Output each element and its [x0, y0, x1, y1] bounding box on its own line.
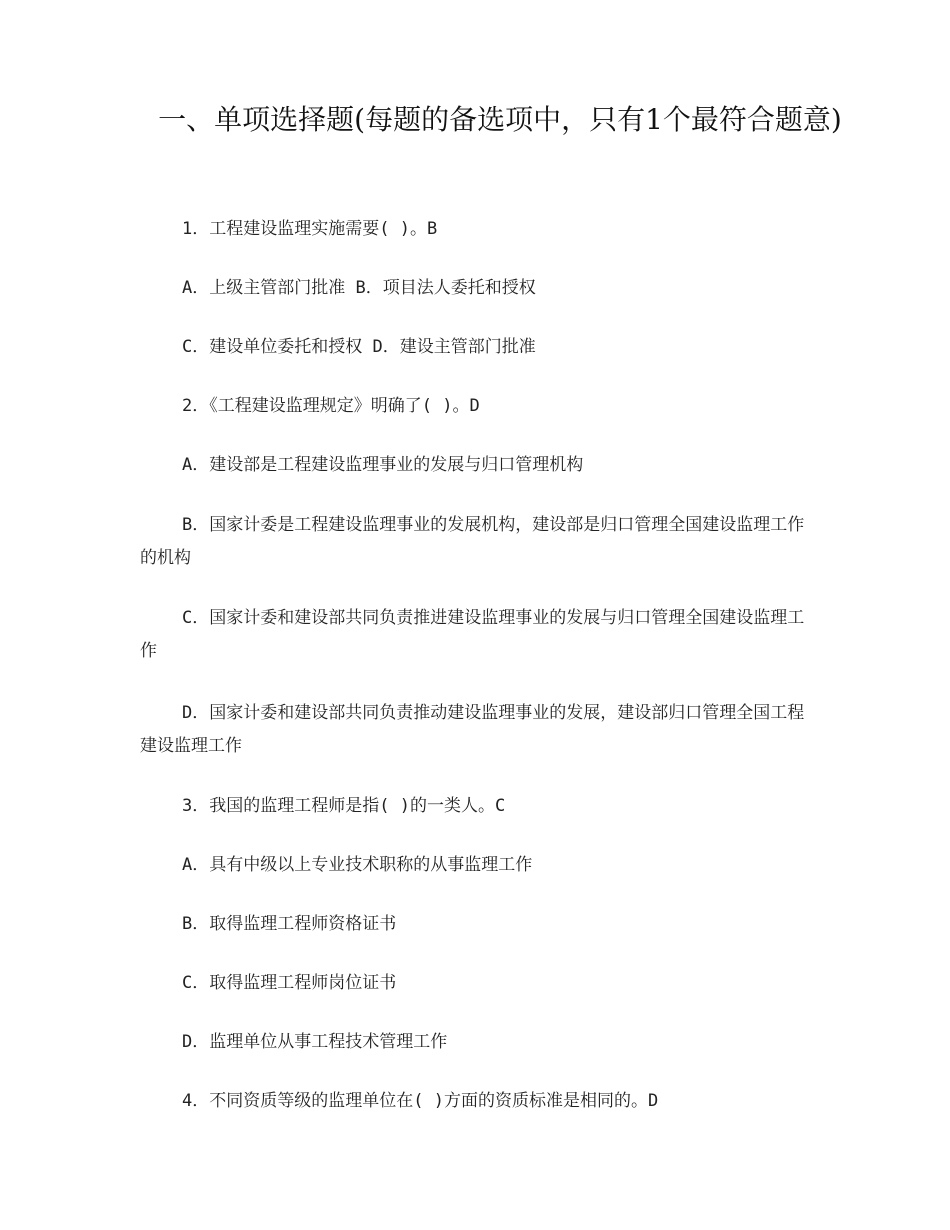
question-1-stem: 1．工程建设监理实施需要( )。B [182, 219, 438, 239]
section-heading: 一、单项选择题(每题的备选项中，只有1个最符合题意) [158, 103, 842, 136]
question-1-options-ab: A．上级主管部门批准 B．项目法人委托和授权 [182, 278, 536, 298]
question-3-option-d: D．监理单位从事工程技术管理工作 [182, 1032, 448, 1052]
question-3-option-b: B．取得监理工程师资格证书 [182, 914, 397, 934]
question-2-option-a: A．建设部是工程建设监理事业的发展与归口管理机构 [182, 455, 584, 475]
question-2-option-d: D．国家计委和建设部共同负责推动建设监理事业的发展，建设部归口管理全国工程建设监理工作 [140, 703, 805, 756]
question-2-stem: 2．《工程建设监理规定》明确了( )。D [182, 396, 480, 416]
question-3-stem: 3．我国的监理工程师是指( )的一类人。C [182, 796, 506, 816]
question-2-option-b: B．国家计委是工程建设监理事业的发展机构，建设部是归口管理全国建设监理工作的机构 [140, 515, 805, 568]
question-3-option-c: C．取得监理工程师岗位证书 [182, 973, 397, 993]
question-4-stem: 4．不同资质等级的监理单位在( )方面的资质标准是相同的。D [182, 1091, 659, 1111]
question-1-options-cd: C．建设单位委托和授权 D．建设主管部门批准 [182, 337, 536, 357]
question-3-option-a: A．具有中级以上专业技术职称的从事监理工作 [182, 855, 533, 875]
question-2-option-c: C．国家计委和建设部共同负责推进建设监理事业的发展与归口管理全国建设监理工作 [140, 608, 805, 661]
